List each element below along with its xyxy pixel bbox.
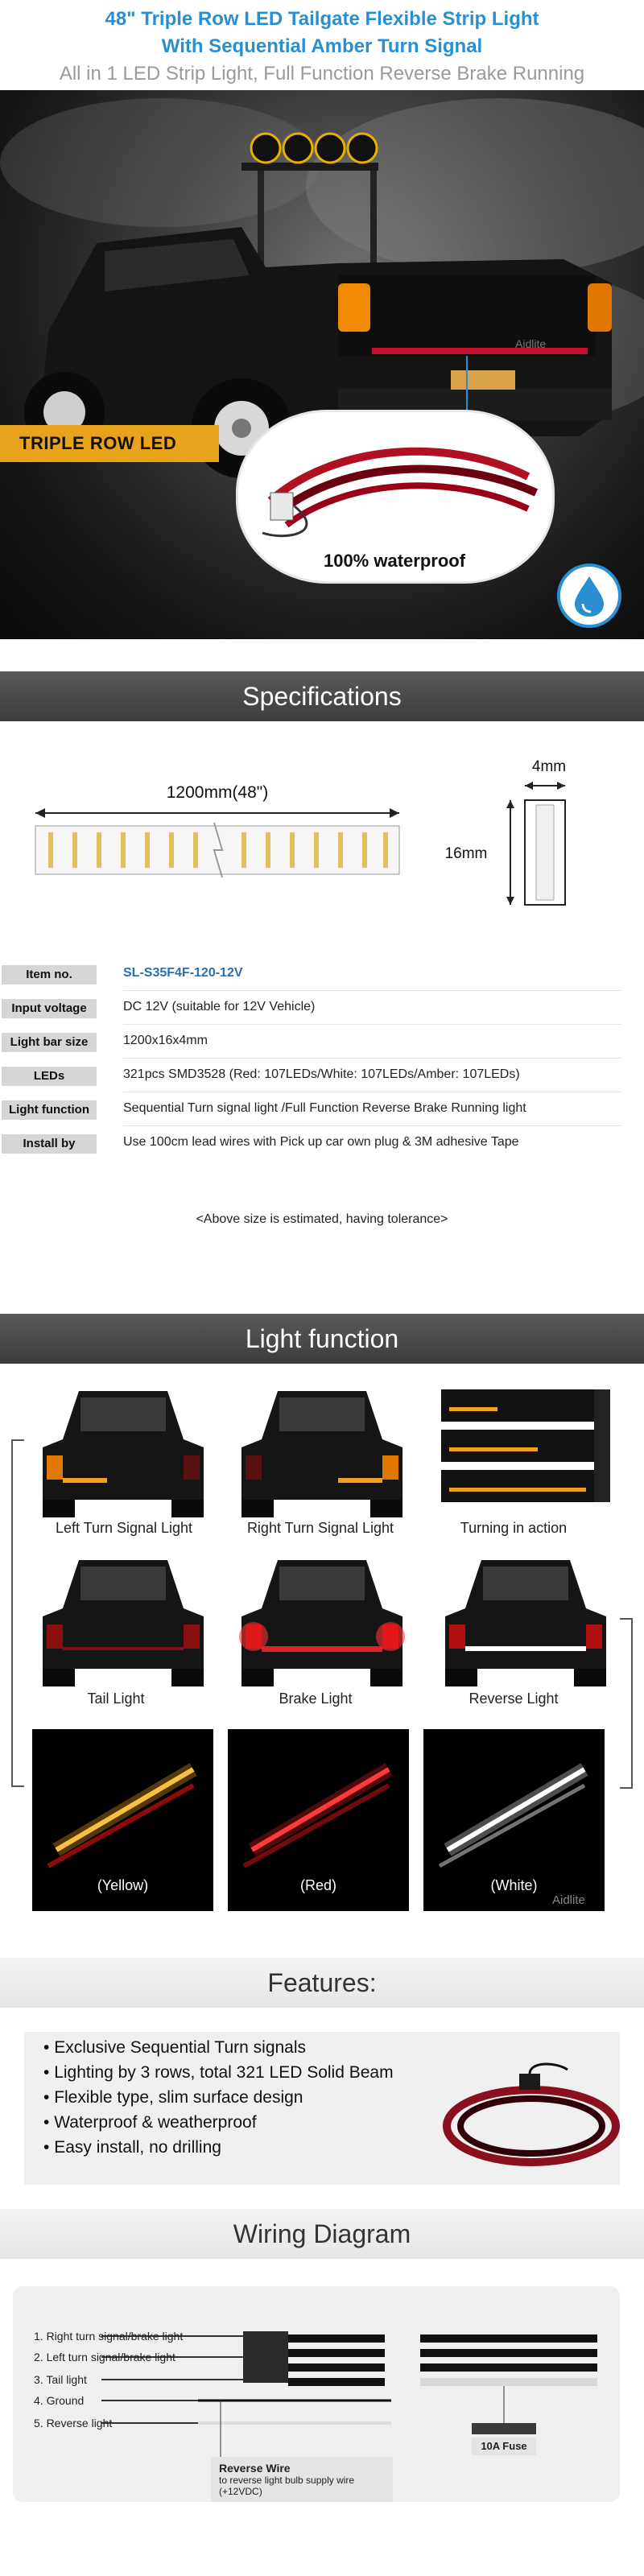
- white-strip-image: [423, 1729, 605, 1911]
- reverse-wire-desc-2: (+12VDC): [219, 2486, 262, 2497]
- wiring-header: [0, 2209, 644, 2259]
- right-bracket: [620, 1618, 633, 1789]
- feature-item: • Waterproof & weatherproof: [43, 2113, 257, 2132]
- wire-label: 2. Left turn signal/brake light: [34, 2351, 175, 2363]
- spec-value: DC 12V (suitable for 12V Vehicle): [123, 1000, 316, 1013]
- product-title-line1: 48" Triple Row LED Tailgate Flexible Strip Light: [105, 8, 539, 30]
- water-drop-icon: [560, 567, 618, 625]
- function-label: Tail Light: [87, 1690, 145, 1707]
- feature-item: • Flexible type, slim surface design: [43, 2088, 303, 2107]
- tolerance-note: <Above size is estimated, having tolerance>: [196, 1212, 448, 1226]
- reverse-light-truck-image: [433, 1552, 618, 1689]
- right-turn-truck-image: [229, 1383, 415, 1520]
- height-dimension: 16mm: [444, 845, 488, 862]
- spec-row: [0, 1059, 644, 1093]
- spec-label: Light bar size: [2, 1033, 97, 1052]
- specifications-title: Specifications: [242, 682, 402, 711]
- spec-label: Input voltage: [2, 999, 97, 1018]
- wiring-title: Wiring Diagram: [233, 2219, 411, 2248]
- reverse-wire-desc-1: to reverse light bulb supply wire: [219, 2475, 355, 2486]
- reverse-wire-callout: [211, 2457, 393, 2502]
- product-subtitle: All in 1 LED Strip Light, Full Function Reverse Brake Running: [59, 63, 585, 85]
- function-label: Left Turn Signal Light: [55, 1520, 193, 1536]
- reverse-wire-title: Reverse Wire: [219, 2462, 291, 2475]
- strip-color-label: (Red): [299, 1877, 336, 1893]
- light-function-title: Light function: [245, 1324, 399, 1353]
- wire-label: 3. Tail light: [34, 2373, 87, 2386]
- feature-item: • Lighting by 3 rows, total 321 LED Solid Beam: [43, 2063, 394, 2082]
- product-title-line2: With Sequential Amber Turn Signal: [161, 35, 483, 57]
- red-strip-image: [228, 1729, 409, 1911]
- spec-row: [0, 958, 644, 992]
- spec-value: SL-S35F4F-120-12V: [123, 966, 243, 980]
- led-strip-coil-image: [238, 412, 552, 549]
- waterproof-label: 100% waterproof: [323, 551, 466, 571]
- spec-value: 321pcs SMD3528 (Red: 107LEDs/White: 107LEDs/Amber: 107LEDs): [123, 1067, 520, 1081]
- wire-label: 5. Reverse light: [34, 2417, 113, 2429]
- triple-row-badge: TRIPLE ROW LED: [0, 425, 219, 462]
- spec-row: [0, 1093, 644, 1127]
- left-turn-truck-image: [31, 1383, 216, 1520]
- tail-light-truck-image: [31, 1552, 216, 1689]
- strip-coil-image: [427, 2058, 620, 2178]
- wire-label: 1. Right turn signal/brake light: [34, 2330, 184, 2343]
- strip-color-label: (White): [490, 1877, 538, 1893]
- left-bracket: [11, 1439, 24, 1787]
- features-title: Features:: [267, 1968, 377, 1997]
- strip-color-label: (Yellow): [97, 1877, 149, 1893]
- function-label: Right Turn Signal Light: [246, 1520, 394, 1536]
- spec-label: Light function: [2, 1100, 97, 1120]
- function-label: Brake Light: [279, 1690, 353, 1707]
- width-dimension: 4mm: [531, 758, 567, 775]
- spec-row: [0, 992, 644, 1026]
- feature-item: • Exclusive Sequential Turn signals: [43, 2038, 307, 2057]
- spec-row: [0, 1026, 644, 1059]
- watermark: Aidlite: [552, 1893, 585, 1907]
- function-label: Turning in action: [460, 1520, 568, 1536]
- specifications-header: [0, 671, 644, 721]
- fuse-label: 10A Fuse: [472, 2438, 536, 2455]
- waterproof-badge: [557, 564, 621, 628]
- brake-light-truck-image: [229, 1552, 415, 1689]
- hero-watermark: Aidlite: [515, 337, 547, 350]
- yellow-strip-image: [32, 1729, 213, 1911]
- length-dimension: 1200mm(48"): [166, 783, 269, 802]
- spec-value: Use 100cm lead wires with Pick up car own plug & 3M adhesive Tape: [123, 1135, 519, 1149]
- wire-label: 4. Ground: [34, 2394, 85, 2407]
- spec-label: LEDs: [2, 1067, 97, 1086]
- spec-label: Install by: [2, 1134, 97, 1154]
- spec-value: Sequential Turn signal light /Full Function Reverse Brake Running light: [123, 1101, 526, 1115]
- function-label: Reverse Light: [469, 1690, 559, 1707]
- spec-label: Item no.: [2, 965, 97, 985]
- feature-item: • Easy install, no drilling: [43, 2138, 221, 2157]
- turning-in-action-image: [433, 1383, 618, 1520]
- page-header: [0, 0, 644, 90]
- light-function-header: [0, 1314, 644, 1364]
- spec-value: 1200x16x4mm: [123, 1034, 208, 1047]
- features-header: [0, 1958, 644, 2008]
- spec-row: [0, 1127, 644, 1161]
